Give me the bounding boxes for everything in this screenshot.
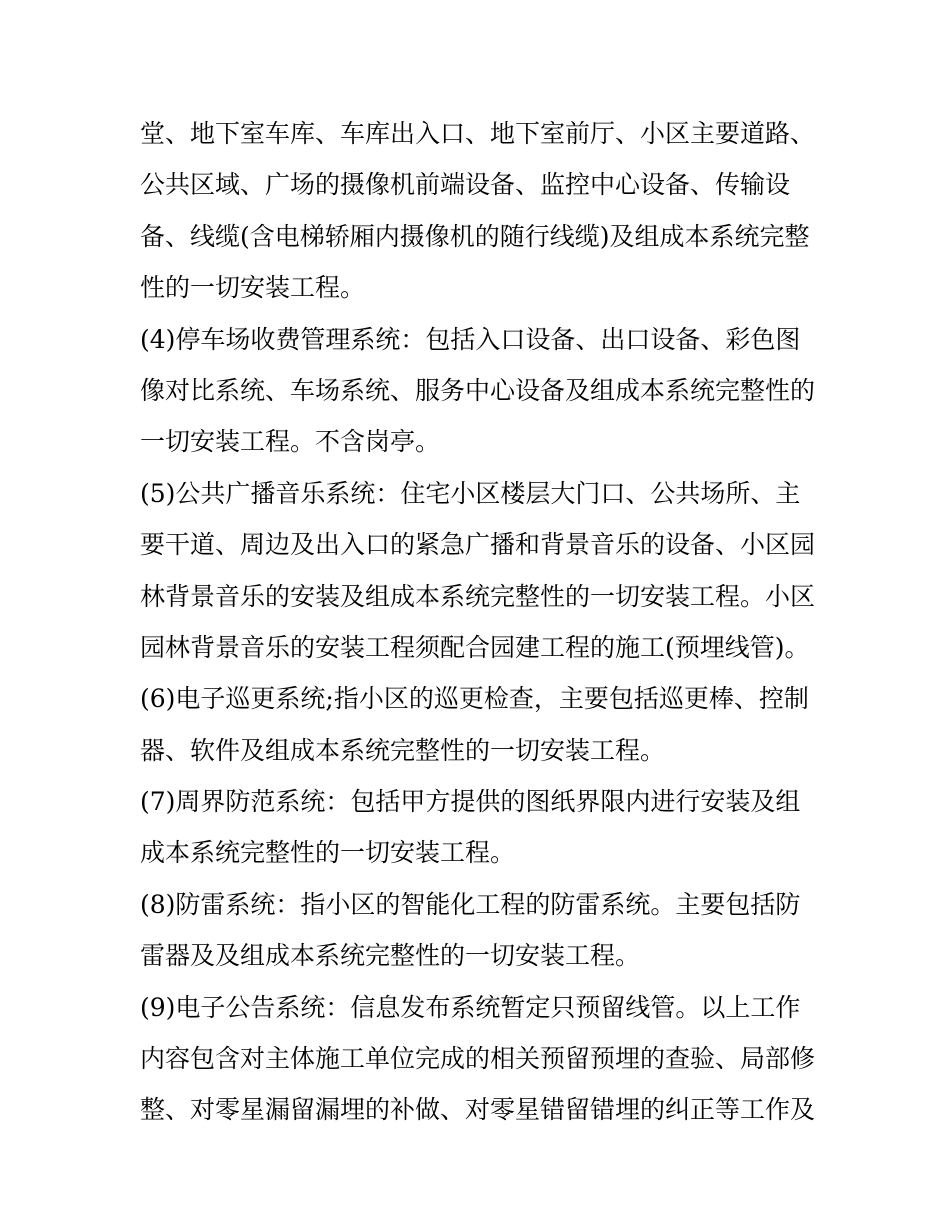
text-line: (5)公共广播音乐系统：住宅小区楼层大门口、公共场所、主	[140, 478, 801, 508]
text-line: 林背景音乐的安装及组成本系统完整性的一切安装工程。小区	[140, 581, 816, 611]
text-line: (7)周界防范系统：包括甲方提供的图纸界限内进行安装及组	[140, 787, 801, 817]
text-line: 公共区域、广场的摄像机前端设备、监控中心设备、传输设	[140, 170, 791, 200]
text-line: 整、对零星漏留漏埋的补做、对零星错留错埋的纠正等工作及	[140, 1095, 816, 1125]
text-line: 堂、地下室车库、车库出入口、地下室前厅、小区主要道路、	[140, 119, 816, 148]
body-text	[140, 108, 820, 1136]
text-line: 成本系统完整性的一切安装工程。	[140, 838, 516, 868]
text-line: 一切安装工程。不含岗亭。	[140, 427, 441, 457]
text-line: 内容包含对主体施工单位完成的相关预留预埋的查验、局部修	[140, 1044, 816, 1074]
text-line: 雷器及及组成本系统完整性的一切安装工程。	[140, 941, 641, 971]
text-line: 器、软件及组成本系统完整性的一切安装工程。	[140, 735, 666, 765]
text-line: (6)电子巡更系统;指小区的巡更检查，主要包括巡更棒、控制	[140, 684, 809, 714]
text-line: (9)电子公告系统：信息发布系统暂定只预留线管。以上工作	[140, 992, 801, 1022]
text-line: 园林背景音乐的安装工程须配合园建工程的施工(预埋线管)。	[140, 632, 810, 662]
text-line: 备、线缆(含电梯轿厢内摄像机的随行线缆)及组成本系统完整	[140, 221, 810, 251]
text-line: 要干道、周边及出入口的紧急广播和背景音乐的设备、小区园	[140, 530, 816, 560]
text-line: 像对比系统、车场系统、服务中心设备及组成本系统完整性的	[140, 375, 816, 405]
text-line: (8)防雷系统：指小区的智能化工程的防雷系统。主要包括防	[140, 889, 801, 919]
text-line: 性的一切安装工程。	[140, 273, 366, 303]
text-line: (4)停车场收费管理系统：包括入口设备、出口设备、彩色图	[140, 324, 801, 354]
